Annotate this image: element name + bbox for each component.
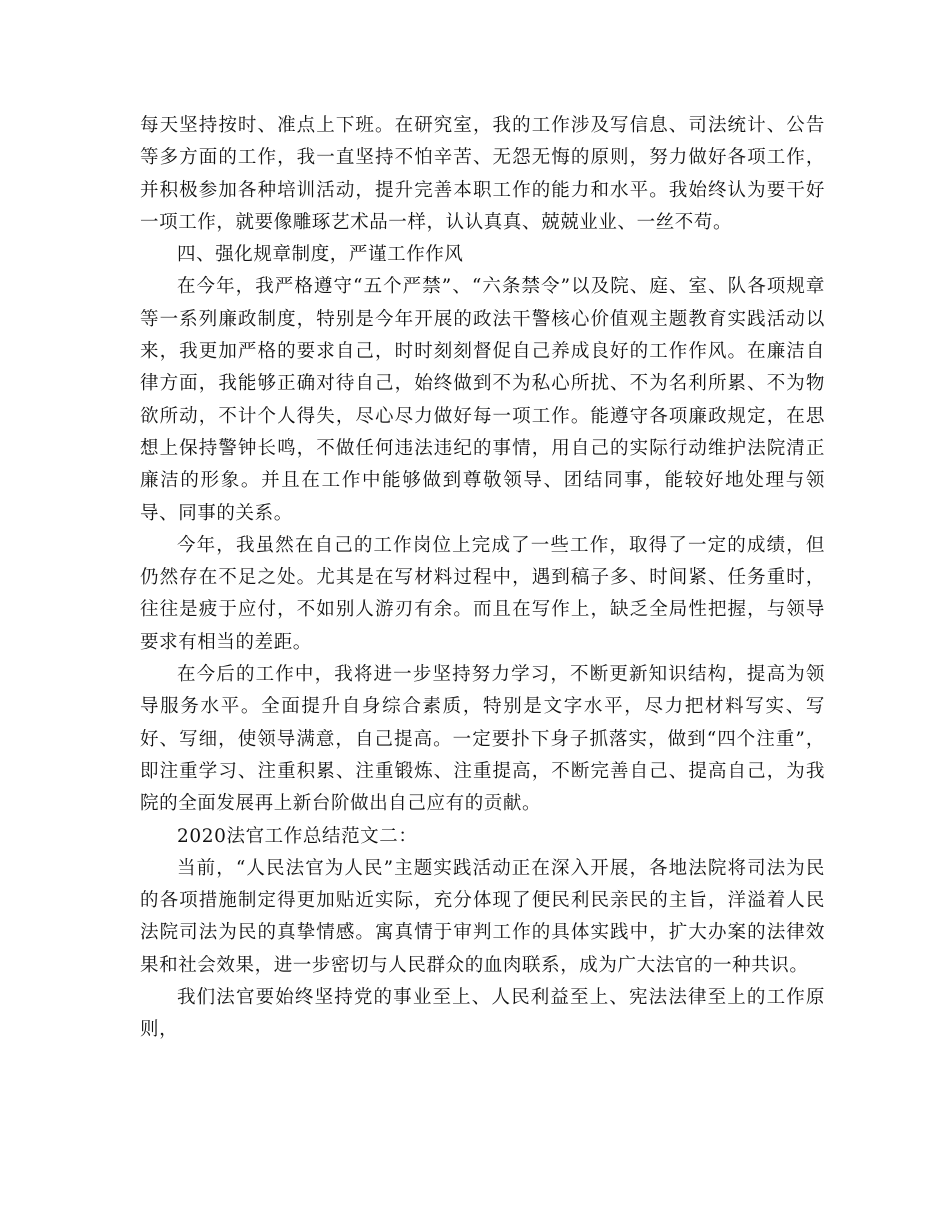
paragraph: 在今年，我严格遵守“五个严禁”、“六条禁令”以及院、庭、室、队各项规章等一系列廉政制度，特别是今年开展的政法干警核心价值观主题教育实践活动以来，我更加严格的要求自己，时时刻刻督促自己养成良好的工作作风。在廉洁自律方面，我能够正确对待自己，始终做到不为私心所扰、不为名利所累、不为物欲所动，不计个人得失，尽心尽力做好每一项工作。能遵守各项廉政规定，在思想上保持警钟长鸣，不做任何违法违纪的事情，用自己的实际行动维护法院清正廉洁的形象。并且在工作中能够做到尊敬领导、团结同事，能较好地处理与领导、同事的关系。 [140, 276, 825, 524]
paragraph: 当前，“人民法官为人民”主题实践活动正在深入开展，各地法院将司法为民的各项措施制定得更加贴近实际，充分体现了便民利民亲民的主旨，洋溢着人民法院司法为民的真挚情感。寓真情于审判工作的具体实践中，扩大办案的法律效果和社会效果，进一步密切与人民群众的血肉联系，成为广大法官的一种共识。 [140, 857, 825, 976]
paragraph-continuation: 每天坚持按时、准点上下班。在研究室，我的工作涉及写信息、司法统计、公告等多方面的工作，我一直坚持不怕辛苦、无怨无悔的原则，努力做好各项工作，并积极参加各种培训活动，提升完善本职工作的能力和水平。我始终认为要干好一项工作，就要像雕琢艺术品一样，认认真真、兢兢业业、一丝不苟。 [140, 115, 825, 233]
section-heading: 四、强化规章制度，严谨工作作风 [177, 244, 464, 266]
document-page [140, 110, 825, 1047]
paragraph: 我们法官要始终坚持党的事业至上、人民利益至上、宪法法律至上的工作原则， [140, 987, 825, 1041]
paragraph: 今年，我虽然在自己的工作岗位上完成了一些工作，取得了一定的成绩，但仍然存在不足之处。尤其是在写材料过程中，遇到稿子多、时间紧、任务重时，往往是疲于应付，不如别人游刃有余。而且在写作上，缺乏全局性把握，与领导要求有相当的差距。 [140, 534, 825, 653]
section-heading: 2020法官工作总结范文二： [177, 825, 418, 847]
paragraph: 在今后的工作中，我将进一步坚持努力学习，不断更新知识结构，提高为领导服务水平。全面提升自身综合素质，特别是文字水平，尽力把材料写实、写好、写细，使领导满意，自己提高。一定要扑下身子抓落实，做到“四个注重”，即注重学习、注重积累、注重锻炼、注重提高，不断完善自己、提高自己，为我院的全面发展再上新台阶做出自己应有的贡献。 [140, 664, 825, 815]
